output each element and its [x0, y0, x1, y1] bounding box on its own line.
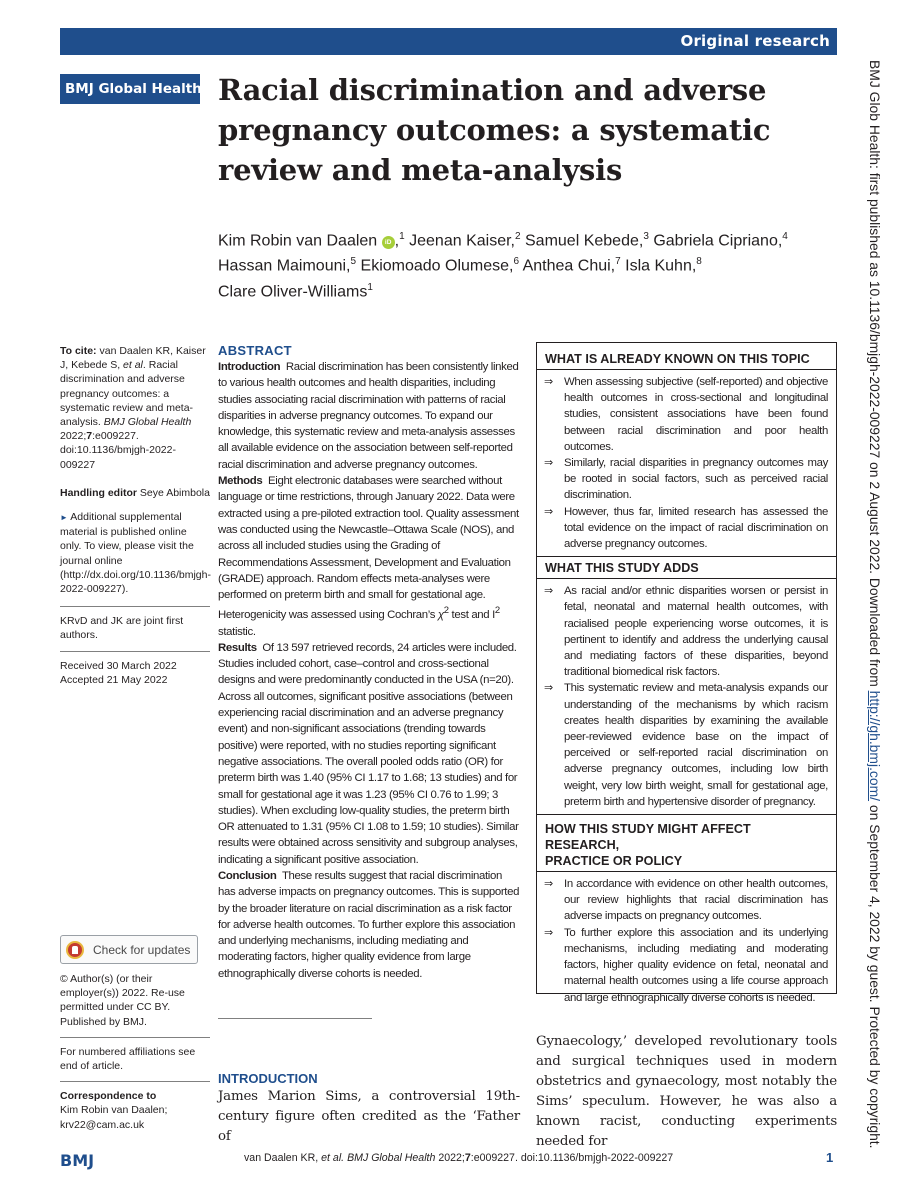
editor-name: Seye Abimbola [137, 486, 210, 499]
editor-label: Handling editor [60, 486, 137, 499]
author-name: Kim Robin van Daalen [218, 232, 378, 250]
author-name: Jeenan Kaiser, [409, 232, 515, 250]
triangle-bullet-icon: ► [60, 513, 68, 523]
chi-symbol: χ [437, 609, 444, 622]
side-banner-suffix: on September 4, 2022 by guest. Protected by copyright. [867, 801, 883, 1149]
correspondence-label: Correspondence to [60, 1090, 157, 1103]
author-name: Gabriela Cipriano, [653, 232, 783, 250]
joint-authors-note: KRvD and JK are joint first authors. [60, 615, 184, 642]
author-name: Ekiomoado Olumese, [360, 257, 514, 275]
heading-line: PRACTICE OR POLICY [545, 854, 683, 869]
abstract-sublabel: Methods [218, 475, 263, 488]
list-item-text: However, thus far, limited research has assessed the total evidence on the impact of racial discrimination on adverse pregnancy outcomes. [564, 505, 828, 551]
footer-journal: et al. BMJ Global Health [321, 1152, 436, 1164]
list-item-text: This systematic review and meta-analysis expands our understanding of the mechanisms by which racism creates health disparities by examining the available peer-reviewed evidence base on the impact of perceived or self-reported racial discrimination on adverse pregnancy outcomes, including low birth weight, very low birth weight, small for gestational age, preterm birth and hypertensive disorder of pregnancy. [564, 682, 828, 808]
side-banner-link[interactable]: http://gh.bmj.com/ [867, 690, 883, 802]
introduction-text-left: James Marion Sims, a controversial 19th-century figure often credited as the ‘Father of [218, 1089, 520, 1144]
check-updates-label: Check for updates [93, 942, 191, 957]
author-affiliation-sup: 4 [782, 231, 788, 242]
abstract-text: Eight electronic databases were searched without language or time restrictions, through January 2022. Data were extracted using a pre-piloted extraction tool. Quality assessment was conducted using the Newcastle–Ottawa Scale (NOS), and across all included studies using the Grading of Recommendations Assessment, Development and Evaluation (GRADE) approach. Random effects meta-analyses were performed on preterm birth and small for gestational age. Heterogenicity was assessed using Cochran’s [218, 475, 519, 622]
arrow-icon: ⇒ [544, 926, 553, 939]
author-affiliation-sup: 3 [643, 231, 649, 242]
section-label: Original research [680, 32, 830, 50]
abstract-introduction [218, 359, 520, 473]
arrow-icon: ⇒ [544, 457, 553, 470]
citation-block [60, 344, 210, 472]
author-affiliation-sup: 2 [514, 231, 521, 242]
introduction-heading: INTRODUCTION [218, 1071, 318, 1086]
arrow-icon: ⇒ [544, 505, 553, 518]
abstract-sublabel: Introduction [218, 361, 281, 373]
list-item [544, 374, 828, 455]
list-item-text: In accordance with evidence on other health outcomes, our review highlights that racial discrimination has adverse impacts on pregnancy outcomes. [564, 878, 828, 923]
list-item [544, 583, 828, 680]
crossmark-icon [66, 941, 84, 959]
abstract-text: test and I [448, 609, 495, 622]
abstract-results [218, 640, 520, 868]
author-name: Samuel Kebede, [525, 232, 644, 250]
affect-list [537, 872, 836, 1010]
divider [60, 1037, 210, 1038]
arrow-icon: ⇒ [544, 376, 553, 388]
adds-list [537, 579, 836, 814]
abstract-methods [218, 473, 520, 640]
affiliations-note: For numbered affiliations see end of article. [60, 1045, 196, 1073]
author-affiliation-sup: 6 [513, 256, 520, 268]
abstract-sublabel: Results [218, 641, 257, 654]
list-item-text: When assessing subjective (self-reported) and objective health outcomes in cross-sectional and longitudinal studies, consistent associations have been found between racial discrimination and poor health outcomes. [564, 376, 828, 453]
abstract-end-rule [218, 1018, 372, 1019]
author-name: Isla Kuhn, [625, 257, 697, 275]
list-item-text: As racial and/or ethnic disparities worsen or persist in fetal, neonatal and maternal health outcomes, with racialised people experiencing worse outcomes, it is pertinent to identify and address the underlying causal and mediating factors of these disparities, beyond traditional biomedical risk factors. [564, 585, 828, 679]
bmj-logo: BMJ [60, 1151, 95, 1170]
left-sidebar [60, 344, 210, 687]
supplemental-text: Additional supplemental material is published online only. To view, please visit the journal online (http://dx.doi.org/10.1136/bmjgh-2022-009227). [60, 511, 211, 596]
list-item [544, 925, 828, 1006]
abstract-sublabel: Conclusion [218, 870, 277, 882]
arrow-icon: ⇒ [544, 682, 553, 695]
key-messages-box [536, 342, 837, 1004]
abstract-heading: ABSTRACT [218, 343, 292, 358]
correspondence-email[interactable]: krv22@cam.ac.uk [60, 1118, 145, 1131]
divider [60, 651, 210, 652]
footer-volume: 7 [464, 1152, 471, 1164]
box-heading-affect [537, 814, 836, 872]
left-lower-block [60, 972, 210, 1132]
footer-text: van Daalen KR, [244, 1152, 322, 1164]
accepted-date: Accepted 21 May 2022 [60, 673, 168, 686]
known-list [537, 370, 836, 556]
cite-text: 2022; [60, 430, 87, 443]
introduction-text-right: Gynaecology,’ developed revolutionary tools and surgical techniques used in modern obstetrics and gynaecology, most notably the Sims’ speculum. However, he was also a known racist, conducting experiments needed for [536, 1034, 837, 1149]
journal-badge: BMJ Global Health [60, 74, 200, 104]
cite-volume: 7 [86, 430, 93, 443]
title-line-2: pregnancy outcomes: a systematic [218, 113, 771, 147]
arrow-icon: ⇒ [544, 878, 553, 891]
cite-text: . Racial discrimination and adverse pregnancy outcomes: a systematic review and meta-analysis. [60, 359, 194, 429]
received-date: Received 30 March 2022 [60, 659, 177, 672]
list-item [544, 876, 828, 925]
side-banner-prefix: BMJ Glob Health: first published as 10.1136/bmjgh-2022-009227 on 2 August 2022. Downloaded from [867, 60, 883, 691]
handling-editor [60, 486, 210, 500]
abstract-text: Of 13 597 retrieved records, 24 articles were included. Studies included cohort, case–control and cross-sectional designs and were predominantly conducted in the USA (n=20). Across all outcomes, significant positive associations (between experiencing racial discrimination and an adverse pregnancy event) and non-significant associations (trending towards positive) were reported, with no studies reporting significant negative associations. The overall pooled odds ratio (OR) for preterm birth was 1.40 (95% CI 1.17 to 1.68; 13 studies) and for small for gestational age it was 1.23 (95% CI 0.76 to 1.99; 3 studies). When excluding low-quality studies, the preterm birth OR attenuated to 1.31 (95% CI 1.08 to 1.59; 10 studies). Similar results were obtained across sensitivity and subgroup analyses, indicating a significant positive association. [218, 641, 519, 866]
author-name: Clare Oliver-Williams [218, 282, 368, 300]
title-line-3: review and meta-analysis [218, 153, 623, 187]
author-affiliation-sup: 1 [399, 231, 405, 242]
side-download-banner [860, 60, 890, 1150]
page-number: 1 [826, 1150, 834, 1165]
list-item-text: To further explore this association and its underlying mechanisms, including mediating and moderating factors, higher quality evidence on fetal, neonatal and maternal health outcomes using a life course approach and large ethnographically diverse cohorts is needed. [564, 926, 828, 1004]
copyright-note: © Author(s) (or their employer(s)) 2022. Re-use permitted under CC BY. Published by BMJ. [60, 973, 185, 1028]
cite-doi: :e009227. doi:10.1136/bmjgh-2022-009227 [60, 430, 176, 471]
article-title [218, 70, 818, 190]
supplemental-note [60, 510, 210, 596]
author-affiliation-sup: 5 [350, 256, 357, 268]
author-affiliation-sup: 7 [615, 256, 621, 268]
divider [60, 606, 210, 607]
box-heading-known: WHAT IS ALREADY KNOWN ON THIS TOPIC [537, 351, 836, 370]
author-affiliation-sup: 8 [696, 256, 702, 268]
author-name: Hassan Maimouni, [218, 257, 351, 275]
cite-journal: BMJ Global Health [103, 416, 192, 429]
arrow-icon: ⇒ [544, 585, 553, 598]
author-name: Anthea Chui, [522, 257, 616, 275]
footer-text: 2022; [435, 1152, 465, 1164]
superscript: 2 [494, 605, 500, 617]
section-banner [60, 28, 837, 55]
list-item-text: Similarly, racial disparities in pregnancy outcomes may be rooted in social factors, such as perceived racial discrimination. [564, 457, 828, 502]
list-item [544, 504, 828, 553]
correspondence-name: Kim Robin van Daalen; [60, 1104, 168, 1117]
abstract-text: statistic. [218, 625, 256, 638]
list-item [544, 455, 828, 504]
superscript: 2 [443, 605, 449, 617]
title-line-1: Racial discrimination and adverse [218, 73, 767, 107]
divider [60, 1081, 210, 1082]
cite-etal: et al [123, 359, 143, 372]
footer-citation [244, 1152, 673, 1164]
footer-doi: :e009227. doi:10.1136/bmjgh-2022-009227 [470, 1152, 674, 1164]
author-list: Kim Robin van Daalen iD ,$^1$ Jeenan Kaiser,$^2$ Samuel Kebede,$^3$ Gabriela Cipriano,$^4$ Hassan Maimouni,$^5$ Ekiomoado Olumese,$^6$ Anthea Chui,$^7$ Isla Kuhn,$^8$ Clare Oliver-Williams$^1$ [218, 231, 788, 300]
check-for-updates-button[interactable] [60, 935, 198, 964]
abstract-text: Racial discrimination has been consistently linked to various health outcomes and health disparities, including studies associating racial discrimination with patterns of racial disparities in adverse pregnancy outcomes. To expand our knowledge, this systematic review and meta-analysis assesses all available evidence on the association between self-reported racial discrimination and adverse pregnancy outcomes. [218, 361, 519, 471]
abstract-conclusion [218, 868, 520, 982]
abstract [218, 343, 520, 982]
heading-line: HOW THIS STUDY MIGHT AFFECT RESEARCH, [545, 822, 751, 853]
list-item [544, 680, 828, 810]
cite-text: van Daalen KR, Kaiser J, Kebede S, [60, 345, 206, 372]
orcid-icon[interactable]: iD [382, 236, 395, 249]
abstract-text: These results suggest that racial discrimination has adverse impacts on pregnancy outcomes. This is supported by the broader literature on racial discrimination as a risk factor for adverse health outcomes. To further explore this association and underlying mechanisms, including mediating and moderating factors, higher quality evidence from large ethnographically diverse cohorts is needed. [218, 870, 520, 980]
author-affiliation-sup: 1 [367, 281, 373, 293]
side-banner-text [867, 60, 883, 1149]
box-heading-adds: WHAT THIS STUDY ADDS [537, 556, 836, 579]
cite-label: To cite: [60, 345, 97, 357]
